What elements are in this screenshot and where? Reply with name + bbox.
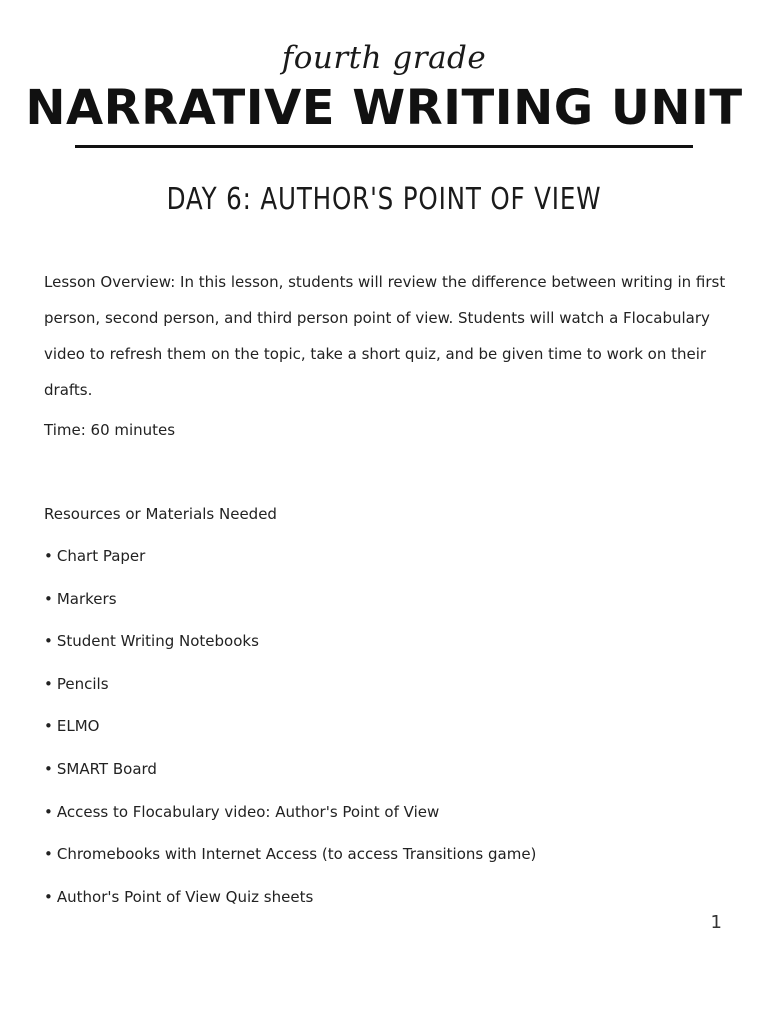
bullet: • xyxy=(44,717,53,736)
materials-list xyxy=(44,542,536,925)
bullet: • xyxy=(44,845,53,864)
bullet: • xyxy=(44,674,53,693)
material-label: Student Writing Notebooks xyxy=(56,632,259,651)
list-item xyxy=(44,542,536,585)
bullet: • xyxy=(44,887,53,906)
list-item xyxy=(44,670,536,713)
list-item xyxy=(44,798,536,841)
bullet: • xyxy=(44,632,53,651)
document-header xyxy=(0,38,768,136)
bullet: • xyxy=(44,589,53,608)
material-label: ELMO xyxy=(56,717,100,736)
list-item xyxy=(44,840,536,883)
material-label: Author's Point of View Quiz sheets xyxy=(56,887,314,906)
resources-heading: Resources or Materials Needed xyxy=(44,505,277,523)
bullet: • xyxy=(44,802,53,821)
page-number: 1 xyxy=(710,912,722,933)
lesson-day-title: DAY 6: AUTHOR'S POINT OF VIEW xyxy=(166,182,602,217)
list-item xyxy=(44,755,536,798)
material-label: Pencils xyxy=(56,674,109,693)
material-label: Chart Paper xyxy=(56,547,146,565)
lesson-overview: Lesson Overview: In this lesson, students will review the difference between writing in first person, second person, and third person point of view. Students will watch a Flocabulary video to refresh them on the topic, take a short quiz, and be given time to work on their drafts. xyxy=(44,273,726,399)
list-item xyxy=(44,883,536,926)
bullet: • xyxy=(44,759,53,778)
list-item xyxy=(44,627,536,670)
unit-title: NARRATIVE WRITING UNIT xyxy=(25,80,743,136)
bullet: • xyxy=(44,547,53,565)
list-item xyxy=(44,712,536,755)
grade-subtitle: fourth grade xyxy=(281,40,487,76)
title-underline xyxy=(75,145,693,148)
list-item xyxy=(44,585,536,628)
lesson-time: Time: 60 minutes xyxy=(44,421,176,439)
material-label: SMART Board xyxy=(56,759,157,778)
material-label: Markers xyxy=(56,589,117,608)
material-label: Access to Flocabulary video: Author's Point of View xyxy=(56,802,440,821)
material-label: Chromebooks with Internet Access (to access Transitions game) xyxy=(56,845,537,864)
